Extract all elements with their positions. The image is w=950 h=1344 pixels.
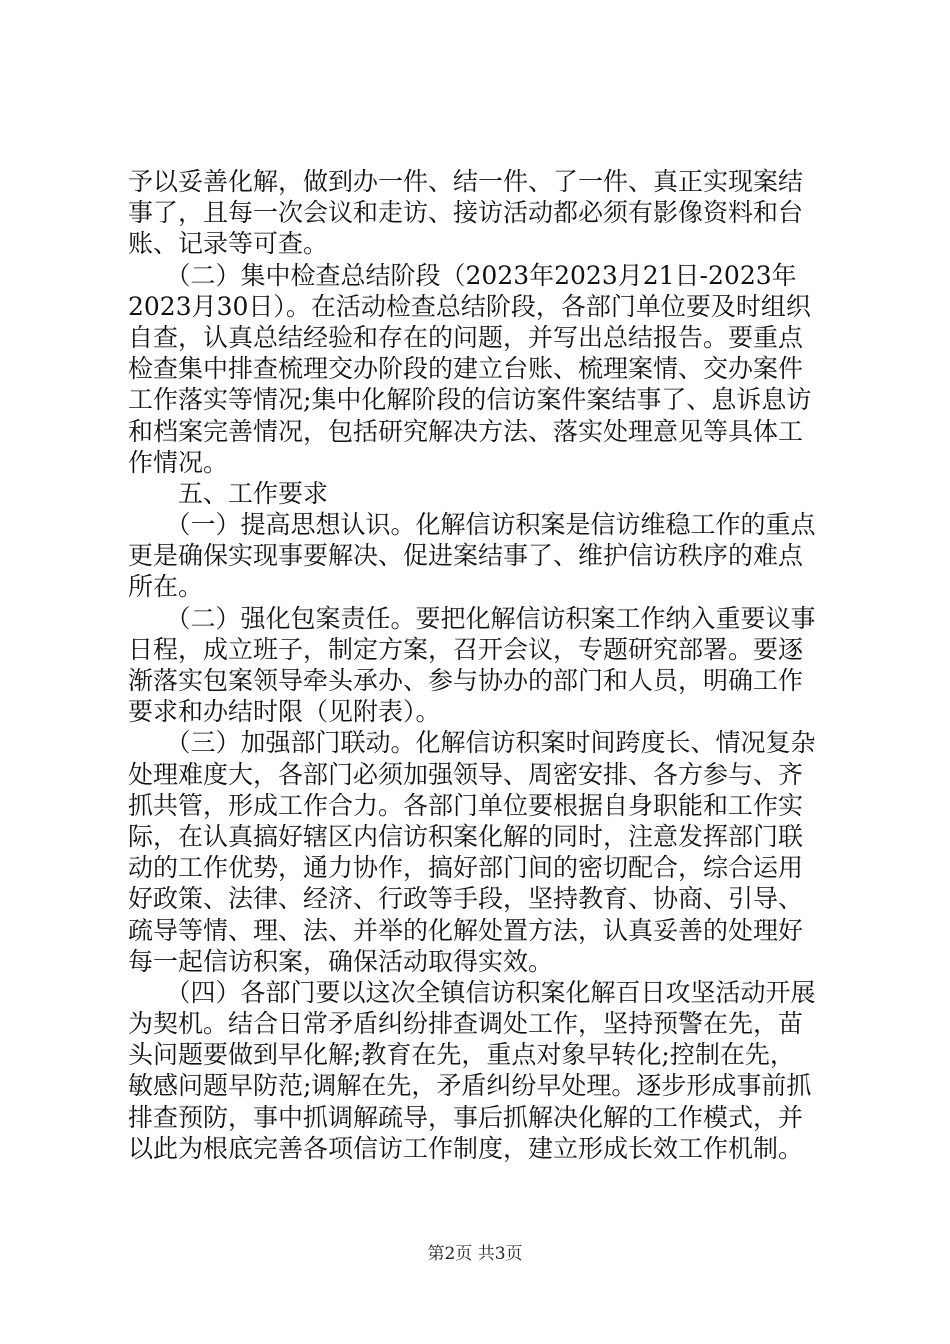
text-line: 检查集中排查梳理交办阶段的建立台账、梳理案情、交办案件 — [128, 354, 804, 384]
text-line: 渐落实包案领导牵头承办、参与协办的部门和人员，明确工作 — [128, 666, 804, 695]
text-line: 疏导等情、理、法、并举的化解处置方法，认真妥善的处理好 — [128, 915, 804, 945]
text-line: 每一起信访积案，确保活动取得实效。 — [128, 946, 554, 976]
text-line: 更是确保实现事要解决、促进案结事了、维护信访秩序的难点 — [128, 541, 804, 571]
text-line: 要求和办结时限（见附表）。 — [128, 697, 441, 727]
text-line: 事了，且每一次会议和走访、接访活动都必须有影像资料和台 — [128, 198, 804, 228]
section-heading: 五、工作要求 — [128, 478, 329, 508]
text-line: 排查预防，事中抓调解疏导，事后抓解决化解的工作模式，并 — [128, 1102, 804, 1132]
text-line: （一）提高思想认识。化解信访积案是信访维稳工作的重点 — [128, 510, 816, 540]
text-line: 为契机。结合日常矛盾纠纷排查调处工作，坚持预警在先，苗 — [128, 1009, 804, 1039]
text-line: 处理难度大，各部门必须加强领导、周密安排、各方参与、齐 — [128, 759, 804, 789]
body-text — [128, 166, 844, 1164]
text-line: 账、记录等可查。 — [128, 229, 329, 259]
text-line: 敏感问题早防范;调解在先，矛盾纠纷早处理。逐步形成事前抓 — [128, 1071, 812, 1101]
text-line: 自查，认真总结经验和存在的问题，并写出总结报告。要重点 — [128, 322, 804, 352]
text-line: 动的工作优势，通力协作，搞好部门间的密切配合，综合运用 — [128, 853, 804, 883]
text-line: 2023月30日）。在活动检查总结阶段，各部门单位要及时组织 — [128, 291, 811, 321]
text-line: 予以妥善化解，做到办一件、结一件、了一件、真正实现案结 — [128, 167, 804, 196]
text-line: （四）各部门要以这次全镇信访积案化解百日攻坚活动开展 — [128, 977, 816, 1007]
text-line: （二）集中检查总结阶段（2023年2023月21日-2023年 — [128, 260, 797, 290]
text-line: 日程，成立班子，制定方案，召开会议，专题研究部署。要逐 — [128, 634, 804, 664]
text-line: 工作落实等情况;集中化解阶段的信访案件案结事了、息诉息访 — [128, 385, 812, 415]
text-line: （三）加强部门联动。化解信访积案时间跨度长、情况复杂 — [128, 728, 816, 758]
text-line: 以此为根底完善各项信访工作制度，建立形成长效工作机制。 — [128, 1133, 804, 1163]
text-line: 好政策、法律、经济、行政等手段，坚持教育、协商、引导、 — [128, 884, 804, 914]
text-line: 抓共管，形成工作合力。各部门单位要根据自身职能和工作实 — [128, 790, 804, 820]
text-line: （二）强化包案责任。要把化解信访积案工作纳入重要议事 — [128, 603, 816, 633]
text-line: 际，在认真搞好辖区内信访积案化解的同时，注意发挥部门联 — [128, 821, 804, 851]
page-footer: 第2页 共3页 — [427, 1244, 523, 1264]
text-line: 和档案完善情况，包括研究解决方法、落实处理意见等具体工 — [128, 416, 804, 446]
text-line: 头问题要做到早化解;教育在先，重点对象早转化;控制在先， — [128, 1040, 795, 1070]
text-line: 所在。 — [128, 572, 204, 602]
text-line: 作情况。 — [128, 447, 229, 477]
